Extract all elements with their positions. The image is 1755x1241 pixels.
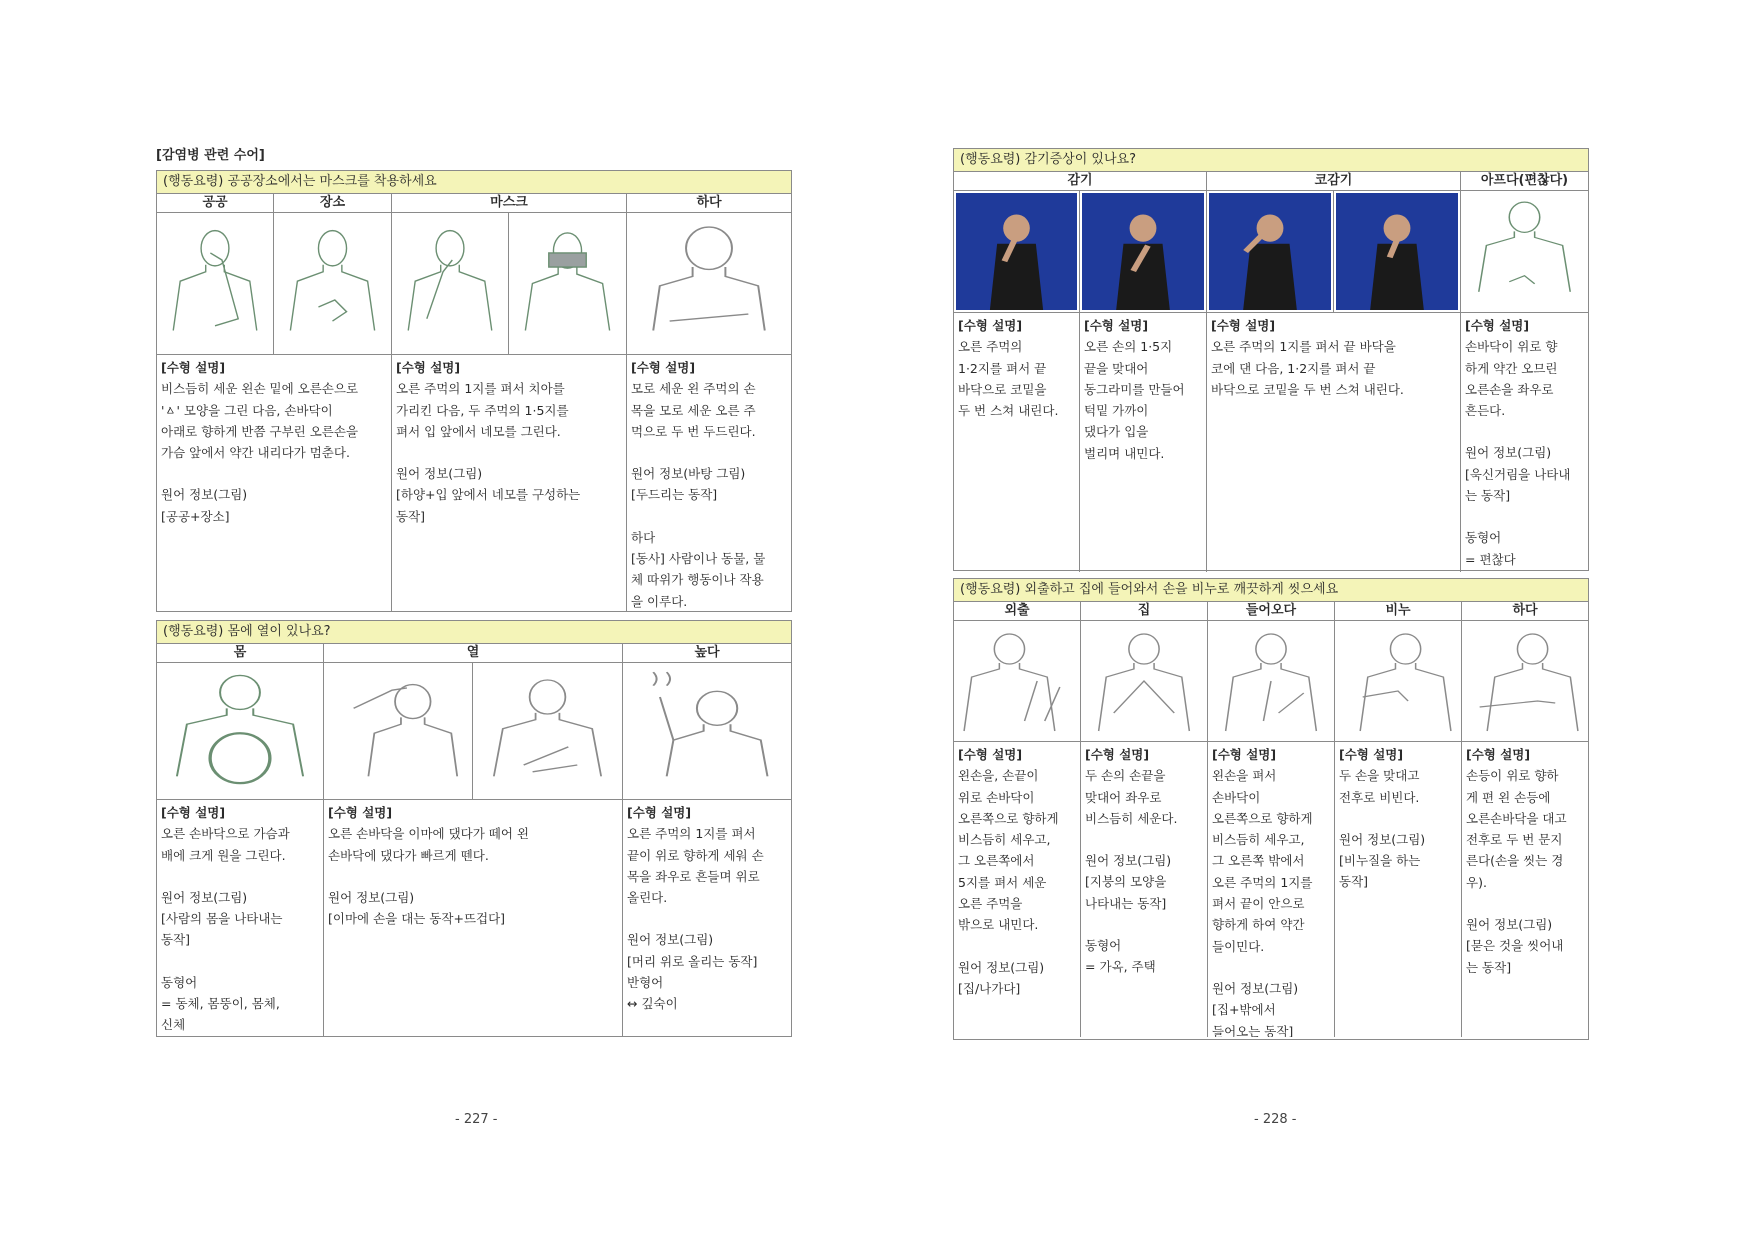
description-body: 왼손을 펴서 손바닥이 오른쪽으로 향하게 비스듬히 세우고, 그 오른쪽 밖에서 오른 주먹의 1지를 펴서 끝이 안으로 향하게 하여 약간 들이민다. xyxy=(1212,768,1313,954)
description-body: 손등이 위로 향하 게 편 왼 손등에 오른손바닥을 대고 전후로 두 번 문지 른다(손을 씻는 경 우). xyxy=(1466,768,1567,890)
sign-photo xyxy=(1207,191,1334,312)
sheet-title: [감염병 관련 수어] xyxy=(156,148,265,163)
section-header: (행동요령) 공공장소에서는 마스크를 착용하세요 xyxy=(157,171,791,194)
origin-info: 원어 정보(그림) [비누질을 하는 동작] xyxy=(1339,831,1426,890)
origin-info: 원어 정보(그림) [사람의 몸을 나타내는 동작] xyxy=(161,889,283,948)
sign-description xyxy=(954,313,1080,572)
sign-illustration xyxy=(1081,621,1208,741)
sign-label: 장소 xyxy=(274,194,392,212)
origin-info: 원어 정보(그림) [공공+장소] xyxy=(161,487,248,524)
origin-info: 원어 정보(그림) [욱신거림을 나타내 는 동작] xyxy=(1465,445,1571,504)
origin-info: 원어 정보(그림) [집+밖에서 들어오는 동작] xyxy=(1212,980,1299,1037)
description-heading: [수형 설명] xyxy=(396,360,461,375)
sign-photo xyxy=(1334,191,1461,312)
description-heading: [수형 설명] xyxy=(1466,747,1531,762)
illustration-row xyxy=(157,213,791,355)
description-body: 오른 주먹의 1·2지를 펴서 끝 바닥으로 코밑을 두 번 스쳐 내린다. xyxy=(958,339,1059,419)
label-row xyxy=(157,644,791,663)
description-body: 두 손을 맞대고 전후로 비빈다. xyxy=(1339,768,1420,805)
definition: 하다 [동사] 사람이나 동물, 물 체 따위가 행동이나 작용 을 이루다. xyxy=(631,529,766,609)
sign-label: 높다 xyxy=(694,645,720,660)
description-heading: [수형 설명] xyxy=(161,360,226,375)
description-heading: [수형 설명] xyxy=(631,360,696,375)
section-cold xyxy=(953,148,1589,571)
section-handwashing xyxy=(953,578,1589,1040)
sign-label: 코감기 xyxy=(1207,172,1461,190)
sign-label: 외출 xyxy=(954,602,1081,620)
sign-illustration xyxy=(157,663,324,799)
sign-illustration xyxy=(1462,621,1588,741)
sign-label: 아프다(편찮다) xyxy=(1480,173,1569,188)
description-heading: [수형 설명] xyxy=(1339,747,1404,762)
description-heading: [수형 설명] xyxy=(1212,747,1277,762)
description-body: 오른 손바닥을 이마에 댔다가 떼어 왼 손바닥에 댔다가 빠르게 뗀다. xyxy=(328,826,529,863)
description-row xyxy=(954,742,1588,1037)
origin-info: 원어 정보(바탕 그림) [두드리는 동작] xyxy=(631,466,746,503)
description-body: 오른 손의 1·5지 끝을 맞대어 동그라미를 만들어 턱밑 가까이 댔다가 입을 벌리며 내민다. xyxy=(1084,339,1185,461)
sign-description xyxy=(1462,742,1588,1037)
sign-label: 하다 xyxy=(1512,603,1538,618)
sign-label: 열 xyxy=(324,644,623,662)
description-body: 두 손의 손끝을 맞대어 좌우로 비스듬히 세운다. xyxy=(1085,768,1178,826)
description-heading: [수형 설명] xyxy=(1465,318,1530,333)
sign-illustration xyxy=(1335,621,1462,741)
sign-label: 집 xyxy=(1081,602,1208,620)
synonyms: 동형어 = 편찮다 xyxy=(1465,530,1516,567)
sign-description xyxy=(1081,742,1208,1037)
origin-info: 원어 정보(그림) [이마에 손을 대는 동작+뜨겁다] xyxy=(328,889,506,927)
sign-label: 마스크 xyxy=(392,194,627,212)
description-body: 오른 주먹의 1지를 펴서 치아를 가리킨 다음, 두 주먹의 1·5지를 펴서 입 앞에서 네모를 그린다. xyxy=(396,381,569,439)
description-heading: [수형 설명] xyxy=(1211,318,1276,333)
sign-label: 하다 xyxy=(696,195,722,210)
origin-info: 원어 정보(그림) [집/나가다] xyxy=(958,959,1045,996)
section-header: (행동요령) 감기증상이 있나요? xyxy=(954,149,1588,172)
label-row xyxy=(954,172,1588,191)
sign-photo xyxy=(954,191,1080,312)
description-heading: [수형 설명] xyxy=(958,747,1023,762)
sign-description xyxy=(1208,742,1335,1037)
page-number: - 228 - xyxy=(1254,1112,1297,1127)
sign-illustration xyxy=(954,621,1081,741)
sign-illustration xyxy=(473,663,623,799)
origin-info: 원어 정보(그림) [지붕의 모양을 나타내는 동작] xyxy=(1085,853,1172,911)
sign-illustration xyxy=(623,663,791,799)
page-number: - 227 - xyxy=(455,1112,498,1127)
sign-description xyxy=(157,800,324,1036)
label-row xyxy=(157,194,791,213)
description-heading: [수형 설명] xyxy=(1084,318,1149,333)
description-row xyxy=(157,800,791,1036)
description-heading: [수형 설명] xyxy=(328,805,393,820)
sign-label: 공공 xyxy=(157,194,274,212)
section-fever xyxy=(156,620,792,1037)
description-heading: [수형 설명] xyxy=(627,805,692,820)
sign-description xyxy=(623,800,791,1036)
description-row xyxy=(157,355,791,612)
origin-info: 원어 정보(그림) [묻은 것을 씻어내 는 동작] xyxy=(1466,917,1564,975)
sign-illustration xyxy=(509,213,627,354)
sign-illustration xyxy=(1208,621,1335,741)
description-body: 비스듬히 세운 왼손 밑에 오른손으로 'ㅿ' 모양을 그린 다음, 손바닥이 아래로 향하게 반쯤 구부린 오른손을 가슴 앞에서 약간 내리다가 멈춘다. xyxy=(161,381,359,461)
sign-description xyxy=(1461,313,1588,572)
sign-illustration xyxy=(627,213,791,354)
sign-description xyxy=(627,355,791,612)
description-body: 손바닥이 위로 향 하게 약간 오므린 오른손을 좌우로 흔든다. xyxy=(1465,339,1558,419)
origin-info: 원어 정보(그림) [머리 위로 올리는 동작] 반형어 ↔ 깊숙이 xyxy=(627,932,758,1012)
sign-description xyxy=(1080,313,1207,572)
sign-description xyxy=(954,742,1081,1037)
section-header: (행동요령) 외출하고 집에 들어와서 손을 비누로 깨끗하게 씻으세요 xyxy=(954,579,1588,602)
label-row xyxy=(954,602,1588,621)
sign-photo xyxy=(1080,191,1207,312)
sign-illustration xyxy=(157,213,274,354)
sign-label: 들어오다 xyxy=(1208,602,1335,620)
sign-label: 비누 xyxy=(1335,602,1462,620)
description-body: 왼손을, 손끝이 위로 손바닥이 오른쪽으로 향하게 비스듬히 세우고, 그 오른쪽에서 5지를 펴서 세운 오른 주먹을 밖으로 내민다. xyxy=(958,768,1059,933)
sign-illustration xyxy=(392,213,509,354)
sign-illustration xyxy=(1461,191,1588,312)
description-heading: [수형 설명] xyxy=(161,805,226,820)
description-body: 오른 손바닥으로 가슴과 배에 크게 원을 그린다. xyxy=(161,826,290,863)
illustration-row xyxy=(954,621,1588,742)
sign-description xyxy=(157,355,392,612)
description-body: 모로 세운 왼 주먹의 손 목을 모로 세운 오른 주 먹으로 두 번 두드린다. xyxy=(631,381,756,439)
origin-info: 원어 정보(그림) [하양+입 앞에서 네모를 구성하는 동작] xyxy=(396,466,581,524)
sign-description xyxy=(1335,742,1462,1037)
description-body: 오른 주먹의 1지를 펴서 끝이 위로 향하게 세워 손 목을 좌우로 흔들며 위로 올린다. xyxy=(627,826,764,906)
sign-label: 감기 xyxy=(954,172,1207,190)
sign-illustration xyxy=(324,663,473,799)
description-row xyxy=(954,313,1588,572)
section-mask xyxy=(156,170,792,612)
description-body: 오른 주먹의 1지를 펴서 끝 바닥을 코에 댄 다음, 1·2지를 펴서 끝 바닥으로 코밑을 두 번 스쳐 내린다. xyxy=(1211,339,1404,397)
illustration-row xyxy=(157,663,791,800)
sign-illustration xyxy=(274,213,392,354)
synonyms: 동형어 = 동체, 몸뚱이, 몸체, 신체 xyxy=(161,974,280,1033)
synonyms: 동형어 = 가옥, 주택 xyxy=(1085,938,1156,975)
section-header: (행동요령) 몸에 열이 있나요? xyxy=(157,621,791,644)
sign-label: 몸 xyxy=(157,644,324,662)
illustration-row xyxy=(954,191,1588,313)
sign-description xyxy=(324,800,623,1036)
sign-description xyxy=(1207,313,1461,572)
sign-description xyxy=(392,355,627,612)
description-heading: [수형 설명] xyxy=(958,318,1023,333)
description-heading: [수형 설명] xyxy=(1085,747,1150,762)
